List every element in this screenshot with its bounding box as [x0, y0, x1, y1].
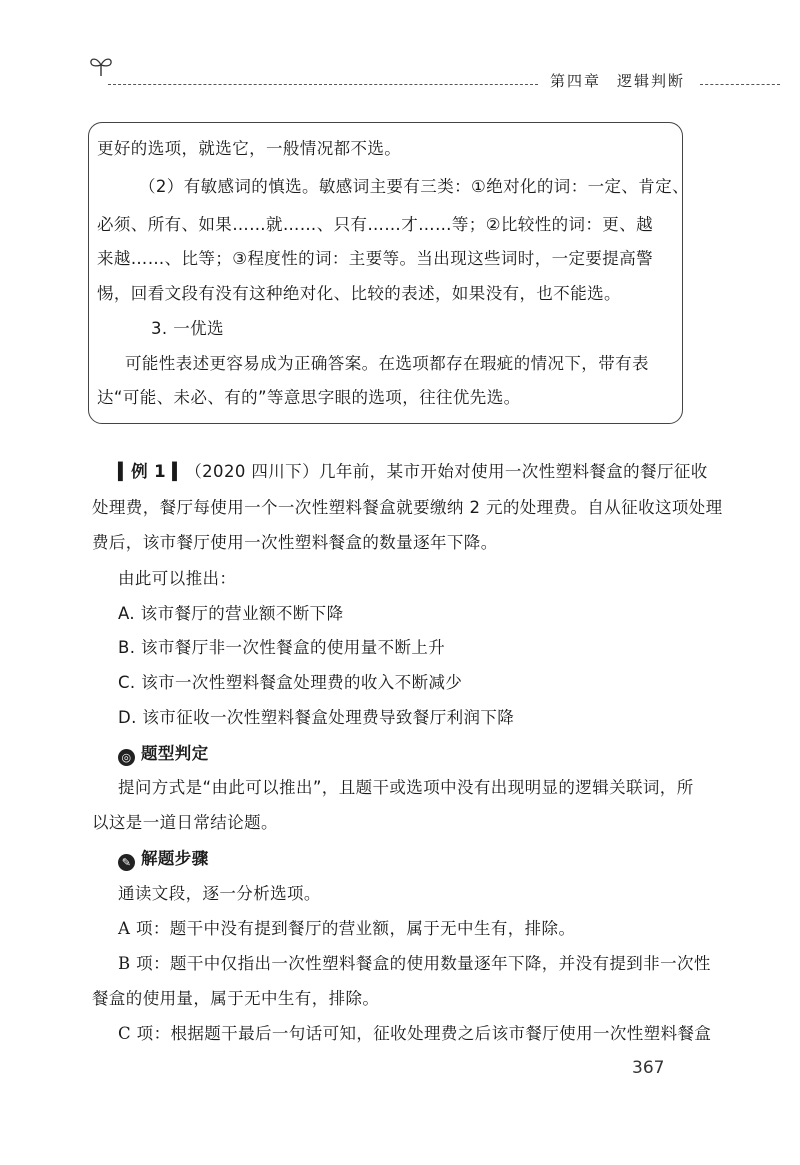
option-b: B. 该市餐厅非一次性餐盒的使用量不断上升: [118, 638, 446, 657]
section-line: 餐盒的使用量，属于无中生有，排除。: [92, 989, 380, 1008]
section-line: B 项：题干中仅指出一次性塑料餐盒的使用数量逐年下降，并没有提到非一次性: [118, 954, 711, 973]
option-c: C. 该市一次性塑料餐盒处理费的收入不断减少: [118, 673, 463, 692]
header-rule-right: [700, 84, 780, 85]
chapter-name: 逻辑判断: [617, 72, 686, 90]
example-first-line: [118, 458, 708, 482]
section-line: 通读文段，逐一分析选项。: [118, 884, 321, 903]
example-line: 处理费，餐厅每使用一个一次性塑料餐盒就要缴纳 2 元的处理费。自从征收这项处理: [92, 498, 723, 517]
section-line: 提问方式是“由此可以推出”，且题干或选项中没有出现明显的逻辑关联词，所: [118, 778, 694, 797]
box-line: 3. 一优选: [151, 319, 224, 338]
section-line: 以这是一道日常结论题。: [92, 813, 278, 832]
example-text: （2020 四川下）几年前，某市开始对使用一次性塑料餐盒的餐厅征收: [185, 462, 708, 481]
box-line: 必须、所有、如果……就……、只有……才……等；②比较性的词：更、越: [97, 215, 653, 234]
section-title: 解题步骤: [141, 849, 209, 868]
box-line: （2）有敏感词的慎选。敏感词主要有三类：①绝对化的词：一定、肯定、: [139, 177, 689, 196]
box-line: 达“可能、未必、有的”等意思字眼的选项，往往优先选。: [97, 388, 521, 407]
sprout-icon: [88, 54, 114, 78]
chapter-number: 第四章: [550, 72, 602, 90]
tips-box: [88, 122, 689, 424]
target-icon: ◎: [118, 749, 135, 766]
section-heading: [118, 740, 209, 766]
pencil-icon: ✎: [118, 854, 135, 871]
box-line: 可能性表述更容易成为正确答案。在选项都存在瑕疵的情况下，带有表: [125, 354, 649, 373]
section-line: C 项：根据题干最后一句话可知，征收处理费之后该市餐厅使用一次性塑料餐盒: [118, 1024, 712, 1043]
option-a: A. 该市餐厅的营业额不断下降: [118, 604, 344, 623]
section-heading: [118, 845, 209, 871]
chapter-heading: [550, 70, 685, 91]
example-tag: ▍例 1 ▍: [118, 462, 186, 481]
example-question: 由此可以推出：: [118, 569, 237, 588]
header-rule-left: [108, 84, 538, 85]
box-line: 惕，回看文段有没有这种绝对化、比较的表述，如果没有，也不能选。: [97, 284, 621, 303]
box-line: 来越……、比等；③程度性的词：主要等。当出现这些词时，一定要提高警: [97, 249, 653, 268]
section-title: 题型判定: [141, 744, 209, 763]
box-line: 更好的选项，就选它，一般情况都不选。: [97, 139, 402, 158]
page-header: [0, 0, 800, 100]
option-d: D. 该市征收一次性塑料餐盒处理费导致餐厅利润下降: [118, 708, 515, 727]
example-line: 费后，该市餐厅使用一次性塑料餐盒的数量逐年下降。: [92, 533, 498, 552]
page-number: 367: [632, 1058, 665, 1078]
section-line: A 项：题干中没有提到餐厅的营业额，属于无中生有，排除。: [118, 919, 576, 938]
